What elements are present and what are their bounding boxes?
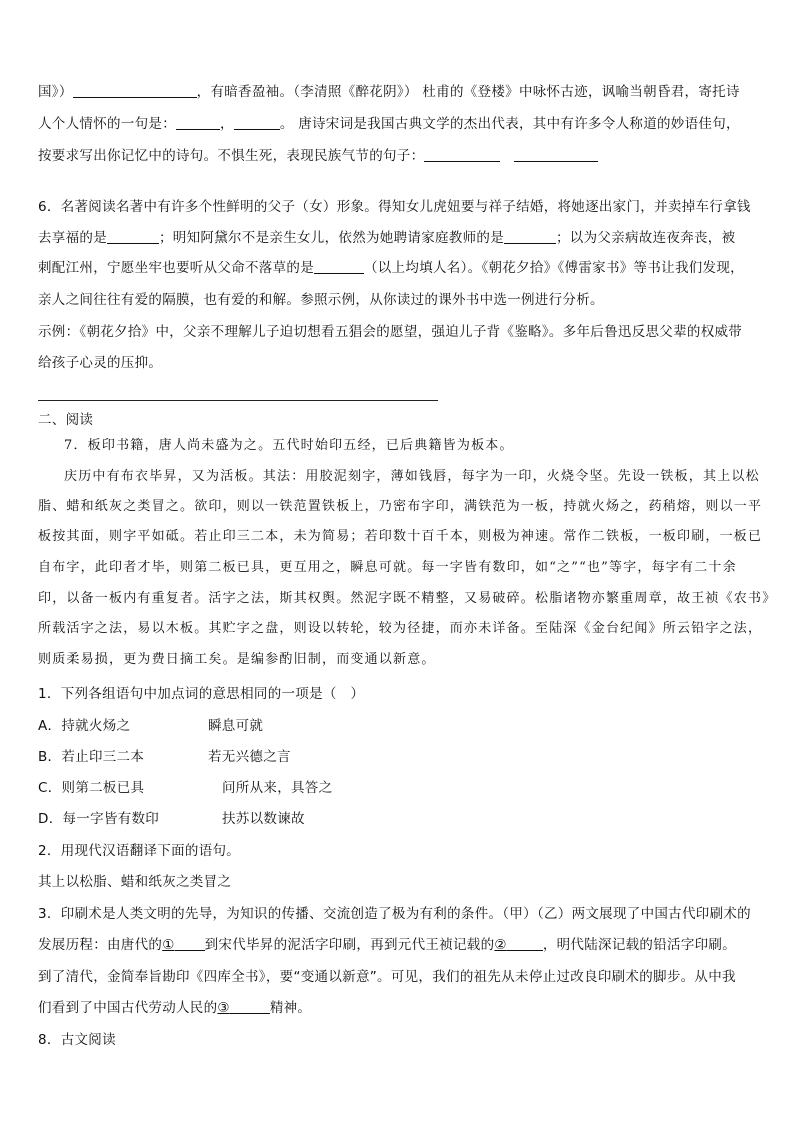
passage-line: 则质柔易损，更为费日摘工矣。是编参酌旧制，而变通以新意。 [38, 652, 436, 667]
option-c[interactable] [38, 778, 333, 798]
text: （以上均填人名）。《朝花夕拾》《傅雷家书》等书让我们发现， [364, 260, 744, 276]
s6-line-3 [38, 258, 744, 278]
option-b[interactable] [38, 747, 291, 767]
answer-blank[interactable] [507, 936, 543, 951]
passage-intro: 7．板印书籍，唐人尚未盛为之。五代时始印五经，已后典籍皆为板本。 [64, 438, 514, 453]
text: 。 唐诗宋词是我国古典文学的杰出代表，其中有许多令人称道的妙语佳句， [279, 116, 740, 132]
text: 发展历程：由唐代的 [38, 937, 163, 953]
blank-marker: ② [494, 937, 507, 953]
question-2: 2．用现代汉语翻译下面的语句。 [38, 843, 241, 859]
option-text: C．则第二板已具 [38, 780, 145, 796]
text: 到宋代毕昇的泥活字印刷，再到元代王祯记载的 [204, 937, 495, 953]
text: 们看到了中国古代劳动人民的 [38, 1000, 218, 1016]
text: 去享福的是 [38, 230, 107, 246]
answer-blank[interactable] [176, 115, 220, 130]
blank-marker: ① [162, 937, 175, 953]
answer-blank[interactable] [234, 115, 280, 130]
s6-line-5: 示例：《朝花夕拾》中，父亲不理解儿子迫切想看五猖会的愿望，强迫儿子背《鉴略》。多年后鲁迅反思父辈的权威带 [38, 324, 743, 340]
passage-line: 印，以备一板内有重复者。活字之法，斯其权舆。然泥字既不精整，又易破碎。松脂诸物亦繁重周章，故王祯《农书》 [38, 591, 777, 606]
option-text: B．若止印三二本 [38, 749, 145, 765]
answer-blank[interactable] [73, 83, 197, 98]
answer-blank[interactable] [514, 147, 598, 162]
s5-line-2 [38, 114, 740, 134]
text: ；以为父亲病故连夜奔丧，被 [556, 230, 736, 246]
s5-line-3 [38, 146, 598, 166]
passage-line: 自布字，此印者才毕，则第二板已具，更互用之，瞬息可就。每一字皆有数印，如“之”“也”等字，每字有二十余 [38, 560, 737, 575]
answer-blank[interactable] [314, 259, 364, 274]
option-text: 若无兴德之言 [208, 749, 291, 765]
passage-line: 所载活字之法，易以木板。其贮字之盘，则设以转轮，较为径捷，而亦未详备。至陆深《金台纪闻》所云铅字之法， [38, 621, 763, 636]
question-3-line-4 [38, 998, 311, 1018]
question-3-line-3: 到了清代，金简奉旨勘印《四库全书》，要“变通以新意”。可见，我们的祖先从未停止过改良印刷术的脚步。从中我 [38, 969, 736, 985]
question-3-line-1: 3．印刷术是人类文明的先导，为知识的传播、交流创造了极为有利的条件。（甲）（乙）两文展现了中国古代印刷术的 [38, 906, 751, 922]
text: ，明代陆深记载的铅活字印刷。 [542, 937, 737, 953]
answer-blank[interactable] [107, 229, 159, 244]
passage-line: 脂、蜡和纸灰之类冒之。欲印，则以一铁范置铁板上，乃密布字印，满铁范为一板，持就火炀之，药稍熔，则以一平 [38, 499, 763, 514]
answer-blank[interactable] [504, 229, 556, 244]
text: 刺配江州，宁愿坐牢也要听从父命不落草的是 [38, 260, 314, 276]
question-2-sentence: 其上以松脂、蜡和纸灰之类冒之 [38, 874, 232, 890]
s6-line-4: 亲人之间往往有爱的隔膜，也有爱的和解。参照示例，从你读过的课外书中选一例进行分析。 [38, 292, 604, 308]
s6-line-1: 6．名著阅读名著中有许多个性鲜明的父子（女）形象。得知女儿虎妞要与祥子结婚，将她逐出家门，并卖掉车行拿钱 [38, 199, 751, 215]
s6-line-2 [38, 228, 735, 248]
option-text: 瞬息可就 [208, 718, 264, 734]
passage-line: 板按其面，则字平如砥。若止印三二本，未为简易；若印数十百千本，则极为神速。常作二铁板，一板印刷，一板已 [38, 529, 763, 544]
text: 精神。 [269, 1000, 312, 1016]
passage-line: 庆历中有布衣毕昇，又为活板。其法：用胶泥刻字，薄如钱唇，每字为一印，火烧令坚。先设一铁板，其上以松 [64, 469, 760, 484]
option-a[interactable] [38, 716, 264, 736]
text: 人个人情怀的一句是： [38, 116, 176, 132]
option-text: 扶苏以数谏故 [222, 811, 305, 827]
option-text: A．持就火炀之 [38, 718, 131, 734]
section-heading-reading: 二、阅读 [38, 412, 94, 428]
option-text: 问所从来，具答之 [222, 780, 333, 796]
answer-blank[interactable] [175, 936, 205, 951]
answer-blank[interactable] [424, 147, 500, 162]
answer-blank[interactable] [230, 999, 270, 1014]
blank-marker: ③ [217, 1000, 230, 1016]
text: ， [220, 116, 234, 132]
text: 国》） [38, 84, 73, 100]
question-1: 1．下列各组语句中加点词的意思相同的一项是（ ） [38, 686, 365, 702]
section-heading-classical: 8．古文阅读 [38, 1032, 116, 1048]
option-text: D．每一字皆有数印 [38, 811, 160, 827]
text: ，有暗香盈袖。（李清照《醉花阴》） 杜甫的《登楼》中咏怀古迹，讽喻当朝昏君，寄托诗 [196, 84, 740, 100]
text: ；明知阿黛尔不是亲生女儿，依然为她聘请家庭教师的是 [159, 230, 504, 246]
s5-line-1 [38, 82, 740, 102]
option-d[interactable] [38, 809, 305, 829]
text: 按要求写出你记忆中的诗句。不惧生死，表现民族气节的句子： [38, 148, 425, 164]
question-3-line-2 [38, 935, 736, 955]
answer-line[interactable] [38, 400, 438, 401]
s6-line-6: 给孩子心灵的压抑。 [38, 355, 163, 371]
